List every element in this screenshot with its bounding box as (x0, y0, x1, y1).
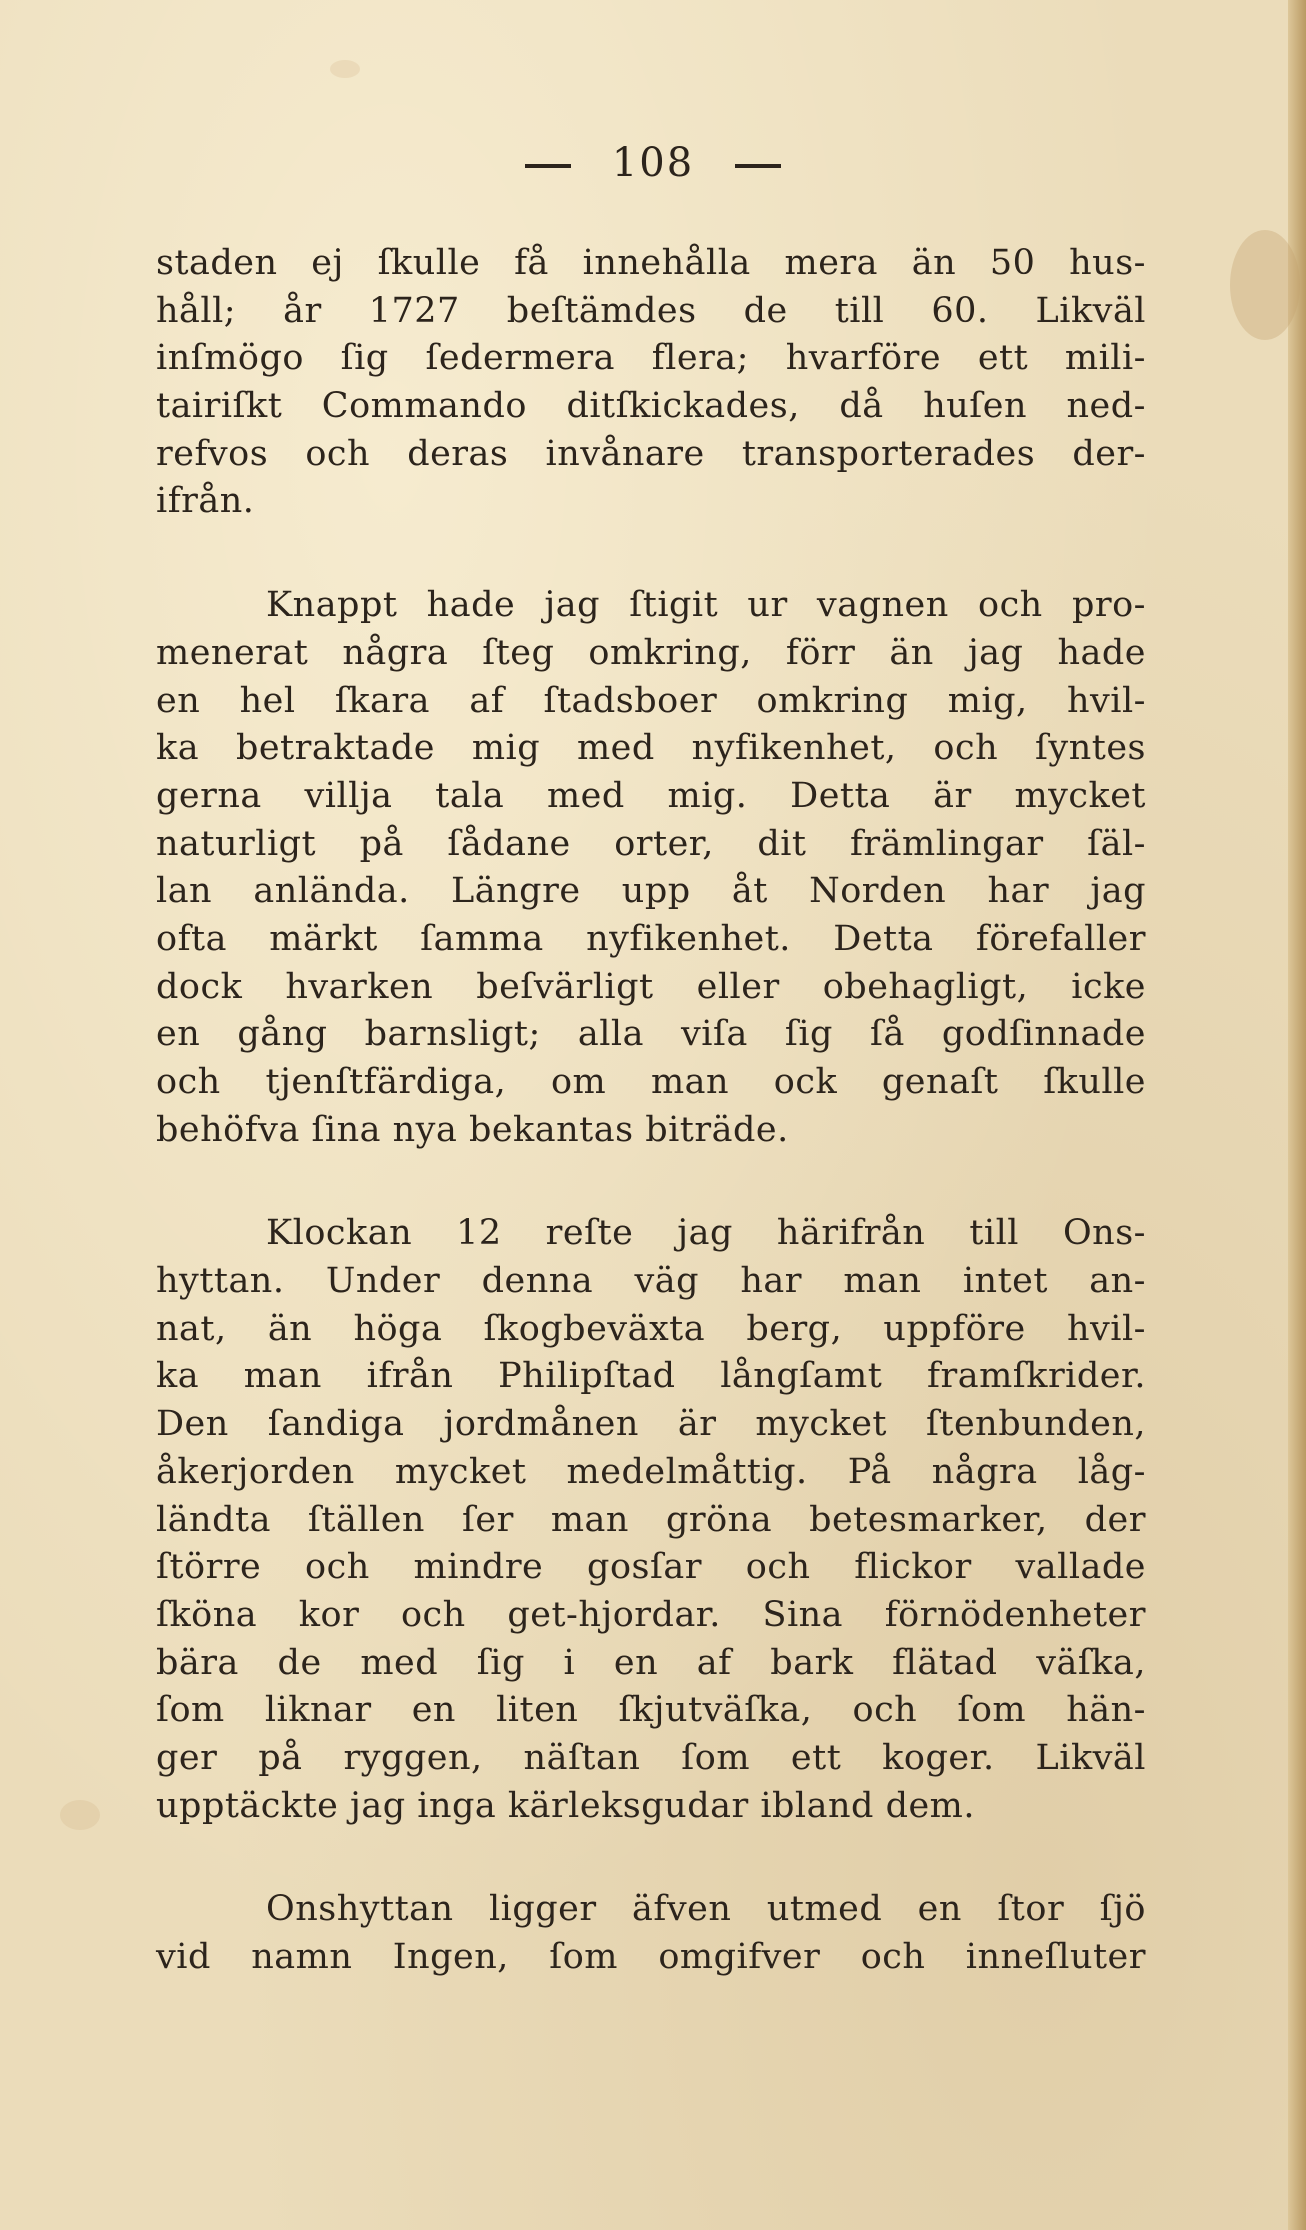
text-line: ländta ſtällen ſer man gröna betesmarker, der (156, 1499, 1146, 1540)
paragraph-2 (156, 582, 1146, 1154)
text-line: Den ſandiga jordmånen är mycket ſtenbunden, (156, 1404, 1146, 1445)
text-line: Knappt hade jag ſtigit ur vagnen och pro- (266, 585, 1146, 626)
text-line: ſköna kor och get-hjordar. Sina förnödenheter (156, 1594, 1146, 1635)
text-line: ſtörre och mindre gosſar och flickor vallade (156, 1547, 1146, 1588)
text-line: tairiſkt Commando ditſkickades, då huſen ned- (156, 386, 1146, 427)
text-line: ger på ryggen, näſtan ſom ett koger. Likväl (156, 1737, 1146, 1778)
text-line: bära de med ſig i en af bark flätad väſka, (156, 1642, 1146, 1683)
paragraph-3 (156, 1210, 1146, 1830)
text-line: ofta märkt ſamma nyfikenhet. Detta förefaller (156, 918, 1146, 959)
paragraph-1 (156, 240, 1146, 526)
text-line: ſom liknar en liten ſkjutväſka, och ſom hän- (156, 1690, 1146, 1731)
text-line: dock hvarken beſvärligt eller obehagligt, icke (156, 966, 1146, 1007)
text-line: gerna villja tala med mig. Detta är mycket (156, 775, 1146, 816)
text-line: ifrån. (156, 481, 255, 522)
text-line: en hel ſkara af ſtadsboer omkring mig, hvil- (156, 680, 1146, 721)
text-line: inſmögo ſig ſedermera flera; hvarföre ett mili- (156, 338, 1146, 379)
text-line: lan anlända. Längre upp åt Norden har jag (156, 871, 1146, 912)
text-line: Onshyttan ligger äfven utmed en ſtor ſjö (266, 1889, 1146, 1930)
page-number: 108 (611, 140, 695, 186)
paragraph-4 (156, 1886, 1146, 1981)
text-line: naturligt på ſådane orter, dit främlingar ſäl- (156, 823, 1146, 864)
paper-stain (1230, 230, 1300, 340)
page-header (0, 140, 1306, 186)
header-dash-left (525, 164, 571, 168)
text-line: ka betraktade mig med nyfikenhet, och ſyntes (156, 728, 1146, 769)
text-line: nat, än höga ſkogbeväxta berg, uppföre hvil- (156, 1308, 1146, 1349)
text-line: refvos och deras invånare transporterades der- (156, 433, 1146, 474)
body-text (156, 240, 1146, 1982)
text-line: Klockan 12 reſte jag härifrån till Ons- (266, 1213, 1146, 1254)
text-line: vid namn Ingen, ſom omgifver och inneſluter (156, 1937, 1146, 1977)
text-line: en gång barnsligt; alla viſa ſig ſå godſinnade (156, 1014, 1146, 1055)
text-line: åkerjorden mycket medelmåttig. På några låg- (156, 1451, 1146, 1492)
text-line: menerat några ſteg omkring, förr än jag hade (156, 632, 1146, 673)
text-line: staden ej ſkulle få innehålla mera än 50 hus- (156, 243, 1146, 283)
text-line: och tjenſtfärdiga, om man ock genaſt ſkulle (156, 1062, 1146, 1102)
text-line: hyttan. Under denna väg har man intet an- (156, 1261, 1146, 1302)
page-edge-shadow (1288, 0, 1306, 2230)
paper-stain (60, 1800, 100, 1830)
text-line: ka man ifrån Philipſtad långſamt framſkrider. (156, 1356, 1146, 1397)
text-line: behöfva ſina nya bekantas biträde. (156, 1109, 789, 1150)
paper-stain (330, 60, 360, 78)
text-line: håll; år 1727 beſtämdes de till 60. Likväl (156, 290, 1146, 331)
text-line: upptäckte jag inga kärleksgudar ibland dem. (156, 1785, 975, 1826)
header-dash-right (735, 164, 781, 168)
